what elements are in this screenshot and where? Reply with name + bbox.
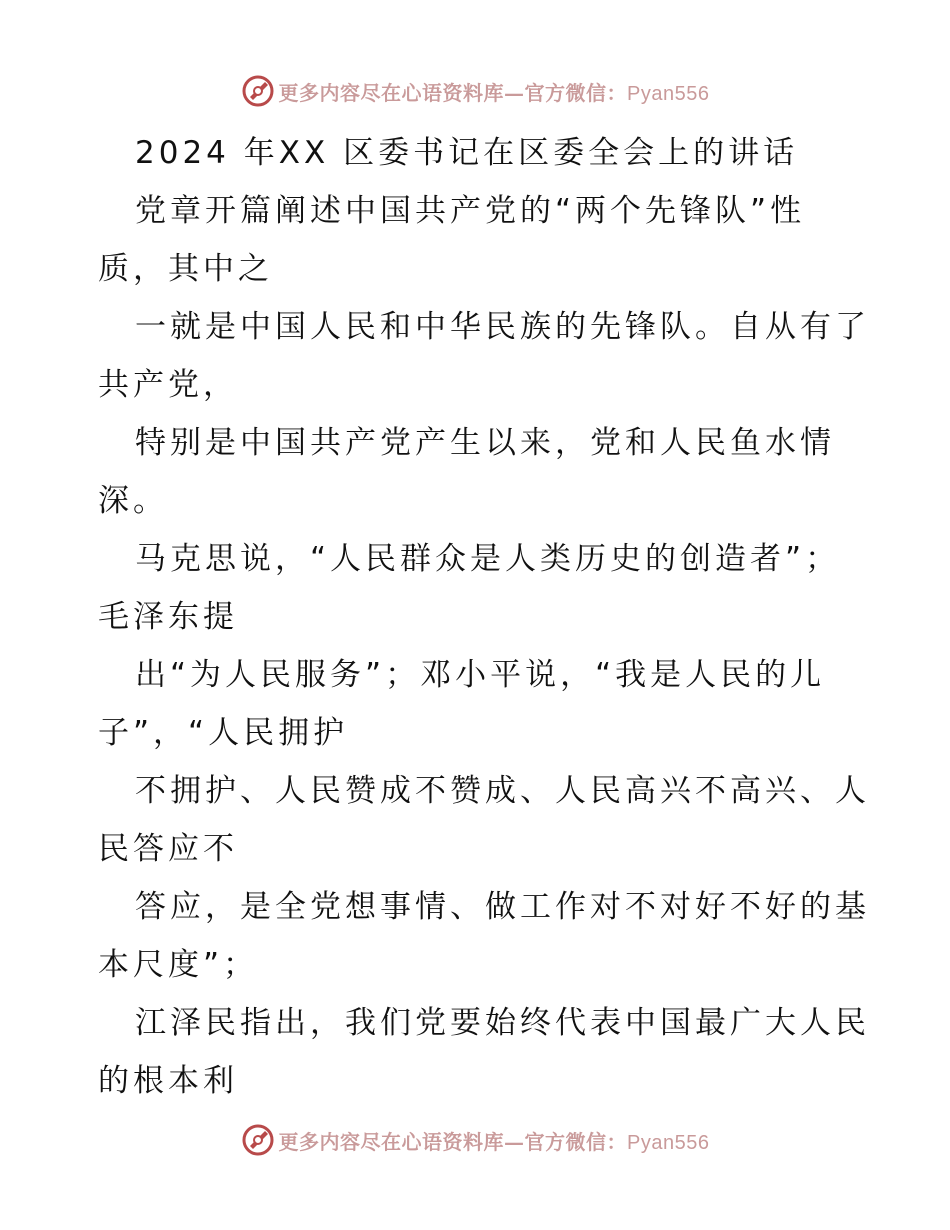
text-line: 一就是中国人民和中华民族的先锋队。自从有了 xyxy=(135,309,870,345)
text-line: 党章开篇阐述中国共产党的“两个先锋队”性 xyxy=(135,193,806,229)
text-line: 出“为人民服务”；邓小平说，“我是人民的儿 xyxy=(135,657,826,693)
watermark-id: Pyan556 xyxy=(627,1131,710,1154)
text-line: 子”，“人民拥护 xyxy=(98,715,349,751)
text-line: 江泽民指出，我们党要始终代表中国最广大人民 xyxy=(135,1005,870,1041)
text-line: 共产党， xyxy=(98,367,238,403)
text-line: 质，其中之 xyxy=(98,251,273,287)
watermark-text: 更多内容尽在心语资料库—官方微信：Pyan556 xyxy=(278,80,710,105)
logo-icon xyxy=(241,74,275,108)
text-line: 本尺度”； xyxy=(98,947,259,983)
document-title: 2024 年XX 区委书记在区委全会上的讲话 xyxy=(135,135,799,171)
text-line: 答应，是全党想事情、做工作对不对好不好的基 xyxy=(135,889,870,925)
text-line: 民答应不 xyxy=(98,831,238,867)
footer-watermark xyxy=(0,1120,950,1160)
watermark-id: Pyan556 xyxy=(627,82,710,105)
logo-icon xyxy=(241,1123,275,1157)
text-line: 特别是中国共产党产生以来，党和人民鱼水情 xyxy=(135,425,835,461)
header-watermark xyxy=(0,71,950,111)
text-line: 深。 xyxy=(98,483,168,519)
text-line: 毛泽东提 xyxy=(98,599,238,635)
text-line: 不拥护、人民赞成不赞成、人民高兴不高兴、人 xyxy=(135,773,870,809)
document-body xyxy=(98,124,870,1110)
text-line: 的根本利 xyxy=(98,1063,238,1099)
text-line: 马克思说，“人民群众是人类历史的创造者”； xyxy=(135,541,841,577)
watermark-text: 更多内容尽在心语资料库—官方微信：Pyan556 xyxy=(278,1129,710,1154)
